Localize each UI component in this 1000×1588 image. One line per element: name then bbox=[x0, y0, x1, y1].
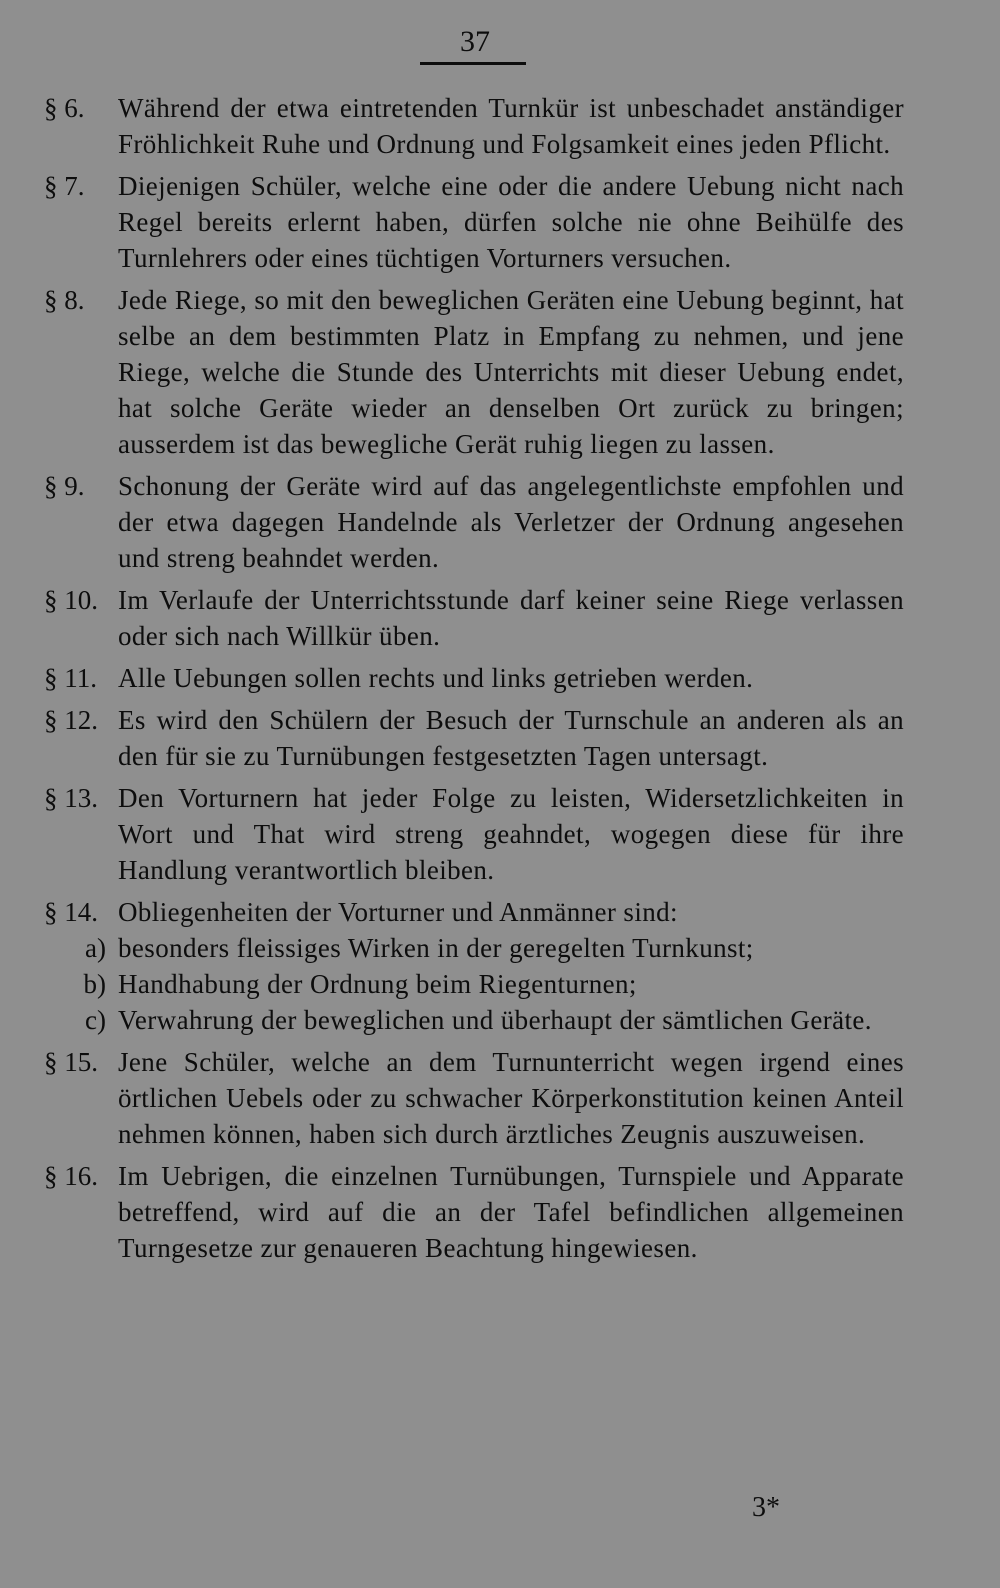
paragraph-number: § 6. bbox=[44, 93, 85, 123]
list-item bbox=[44, 1002, 904, 1038]
paragraph-10 bbox=[44, 582, 904, 654]
list-item-letter: a) bbox=[85, 933, 106, 963]
paragraph-number: § 12. bbox=[44, 705, 98, 735]
page-header bbox=[0, 24, 1000, 60]
obligations-list bbox=[44, 930, 904, 1038]
paragraph-6 bbox=[44, 90, 904, 162]
paragraph-text: Im Uebrigen, die einzelnen Turnübungen, Turnspiele und Apparate betreffend, wird auf die an der Tafel befindlichen allgemeinen Turngesetze zur genaueren Beachtung hingewiesen. bbox=[118, 1161, 904, 1263]
list-item bbox=[44, 930, 904, 966]
paragraph-text: Jene Schüler, welche an dem Turnunterricht wegen irgend eines örtlichen Uebels oder zu schwacher Körperkonstitution keinen Anteil nehmen können, haben sich durch ärztliches Zeugnis auszuweisen. bbox=[118, 1047, 904, 1149]
paragraph-16 bbox=[44, 1158, 904, 1266]
paragraph-text: Im Verlaufe der Unterrichtsstunde darf keiner seine Riege verlassen oder sich nach Willkür üben. bbox=[118, 585, 904, 651]
document-body bbox=[44, 90, 904, 1272]
paragraph-text: Obliegenheiten der Vorturner und Anmänner sind: bbox=[118, 897, 678, 927]
signature-mark: 3* bbox=[752, 1492, 780, 1523]
paragraph-number: § 8. bbox=[44, 285, 85, 315]
list-item-letter: b) bbox=[83, 969, 106, 999]
list-item-text: besonders fleissiges Wirken in der geregelten Turnkunst; bbox=[118, 933, 754, 963]
header-rule bbox=[420, 62, 526, 65]
paragraph-8 bbox=[44, 282, 904, 462]
paragraph-number: § 9. bbox=[44, 471, 85, 501]
paragraph-text: Jede Riege, so mit den beweglichen Geräten eine Uebung beginnt, hat selbe an dem bestimmten Platz in Empfang zu nehmen, und jene Riege, welche die Stunde des Unterrichts mit dieser Uebung endet, hat solche Geräte wieder an denselben Ort zurück zu bringen; ausserdem ist das bewegliche Gerät ruhig liegen zu lassen. bbox=[118, 285, 904, 459]
list-item bbox=[44, 966, 904, 1002]
paragraph-text: Es wird den Schülern der Besuch der Turnschule an anderen als an den für sie zu Turnübungen festgesetzten Tagen untersagt. bbox=[118, 705, 904, 771]
paragraph-number: § 11. bbox=[44, 663, 97, 693]
paragraph-text: Den Vorturnern hat jeder Folge zu leisten, Widersetzlichkeiten in Wort und That wird streng geahndet, wogegen diese für ihre Handlung verantwortlich bleiben. bbox=[118, 783, 904, 885]
paragraph-number: § 13. bbox=[44, 783, 98, 813]
list-item-text: Handhabung der Ordnung beim Riegenturnen; bbox=[118, 969, 637, 999]
list-item-letter: c) bbox=[85, 1005, 106, 1035]
paragraph-text: Schonung der Geräte wird auf das angelegentlichste empfohlen und der etwa dagegen Handelnde als Verletzer der Ordnung angesehen und streng beahndet werden. bbox=[118, 471, 904, 573]
paragraph-number: § 16. bbox=[44, 1161, 98, 1191]
paragraph-number: § 15. bbox=[44, 1047, 98, 1077]
paragraph-number: § 10. bbox=[44, 585, 98, 615]
paragraph-text: Alle Uebungen sollen rechts und links getrieben werden. bbox=[118, 663, 754, 693]
paragraph-15 bbox=[44, 1044, 904, 1152]
paragraph-12 bbox=[44, 702, 904, 774]
paragraph-text: Diejenigen Schüler, welche eine oder die andere Uebung nicht nach Regel bereits erlernt haben, dürfen solche nie ohne Beihülfe des Turnlehrers oder eines tüchtigen Vorturners versuchen. bbox=[118, 171, 904, 273]
page-number: 37 bbox=[460, 25, 490, 58]
paragraph-13 bbox=[44, 780, 904, 888]
paragraph-7 bbox=[44, 168, 904, 276]
paragraph-text: Während der etwa eintretenden Turnkür ist unbeschadet anständiger Fröhlichkeit Ruhe und Ordnung und Folgsamkeit eines jeden Pflicht. bbox=[118, 93, 904, 159]
paragraph-9 bbox=[44, 468, 904, 576]
paragraph-11 bbox=[44, 660, 904, 696]
paragraph-14 bbox=[44, 894, 904, 930]
paragraph-number: § 14. bbox=[44, 897, 98, 927]
paragraph-number: § 7. bbox=[44, 171, 85, 201]
list-item-text: Verwahrung der beweglichen und überhaupt der sämtlichen Geräte. bbox=[118, 1005, 872, 1035]
